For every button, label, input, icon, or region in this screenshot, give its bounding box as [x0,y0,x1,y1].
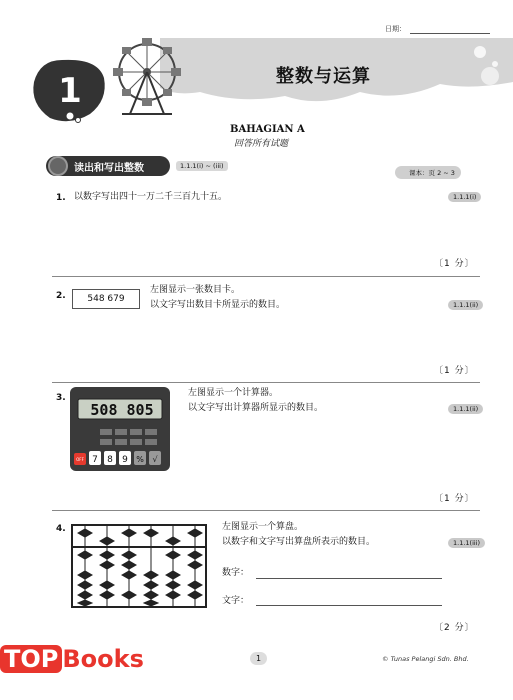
logo-top: TOP [0,645,62,673]
question-4-line-1: 左图显示一个算盘。 [222,522,304,532]
calculator-key: 8 [107,455,113,465]
section-title: BAHAGIAN A [230,124,305,135]
topbooks-logo [0,645,144,673]
question-2-number: 2. [56,291,66,301]
question-1-mark: 〔1 分〕 [434,259,475,269]
question-1-text: 以数字写出四十一万二千三百九十五。 [74,192,228,202]
separator [52,276,480,277]
question-2-mark: 〔1 分〕 [434,366,475,376]
number-card: 548 679 [72,289,140,309]
answer-label-words: 文字： [222,596,250,606]
page-number: 1 [250,652,267,665]
question-1-number: 1. [56,193,66,203]
question-3-mark: 〔1 分〕 [434,494,475,504]
calculator-display: 508 805 [90,401,154,419]
topic-code: 1.1.1(i) ~ (iii) [176,161,228,171]
separator [52,510,480,511]
answer-label-digits: 数字： [222,568,250,578]
abacus-image [70,523,208,609]
question-2-code: 1.1.1(ii) [448,300,483,310]
topic-label: 读出和写出整数 [74,163,144,174]
question-4-code: 1.1.1(iii) [448,538,485,548]
chapter-title: 整数与运算 [276,66,371,87]
section-subtitle: 回答所有试题 [234,139,289,149]
separator [52,382,480,383]
question-4-mark: 〔2 分〕 [434,623,475,633]
question-4-number: 4. [56,524,66,534]
chapter-number: 1 [58,71,82,111]
copyright: © Tunas Pelangi Sdn. Bhd. [382,655,469,663]
question-4-line-2: 以数字和文字写出算盘所表示的数目。 [222,537,376,547]
calculator-key: % [136,455,144,464]
calculator-key: 7 [92,455,98,465]
question-3-number: 3. [56,393,66,403]
textbook-reference: 课本：页 2 ~ 3 [395,166,461,179]
date-label: 日期： [385,25,406,33]
logo-books: Books [62,645,144,673]
calculator-key: √ [152,455,158,464]
calculator-off-key: OFF [76,457,84,462]
question-3-line-1: 左图显示一个计算器。 [188,388,279,398]
answer-line-words[interactable] [256,605,442,606]
question-1-code: 1.1.1(i) [448,192,481,202]
answer-line-digits[interactable] [256,578,442,579]
question-3-code: 1.1.1(ii) [448,404,483,414]
calculator-image [70,387,170,471]
question-2-line-2: 以文字写出数目卡所显示的数目。 [150,300,286,310]
bullet-icon [48,156,68,176]
question-2-line-1: 左图显示一张数目卡。 [150,285,241,295]
calculator-key: 9 [122,455,128,465]
question-3-line-2: 以文字写出计算器所显示的数目。 [188,403,324,413]
